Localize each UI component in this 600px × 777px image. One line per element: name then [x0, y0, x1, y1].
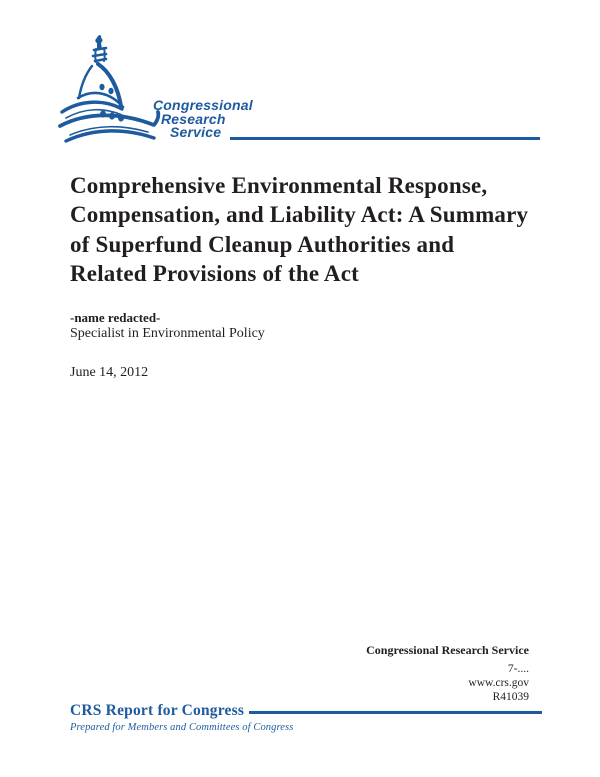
- logo-wordmark-line3: Service: [170, 124, 222, 140]
- report-title: [70, 171, 528, 288]
- logo-wordmark-line2: Research: [161, 110, 226, 127]
- footer-banner-label: CRS Report for Congress: [70, 702, 245, 719]
- header-rule: [230, 137, 540, 140]
- contact-website: www.crs.gov: [468, 677, 529, 689]
- contact-org: Congressional Research Service: [366, 643, 529, 657]
- footer-rule: [249, 711, 542, 714]
- report-date: June 14, 2012: [70, 365, 149, 380]
- title-line-2: Compensation, and Liability Act: A Summary: [70, 202, 529, 228]
- logo-wordmark-line1: Congressional: [153, 97, 253, 113]
- contact-phone: 7-....: [507, 663, 529, 675]
- footer-banner: [70, 702, 542, 720]
- contact-block: [366, 643, 529, 704]
- logo-wordmark: [153, 99, 253, 140]
- footer-tagline: Prepared for Members and Committees of Congress: [70, 722, 294, 733]
- title-line-3: of Superfund Cleanup Authorities and: [70, 231, 455, 257]
- contact-report-number: R41039: [492, 691, 529, 703]
- author-name: -name redacted-: [70, 310, 161, 325]
- title-line-1: Comprehensive Environmental Response,: [70, 173, 488, 198]
- title-line-4: Related Provisions of the Act: [70, 260, 360, 286]
- author-role: Specialist in Environmental Policy: [70, 326, 265, 341]
